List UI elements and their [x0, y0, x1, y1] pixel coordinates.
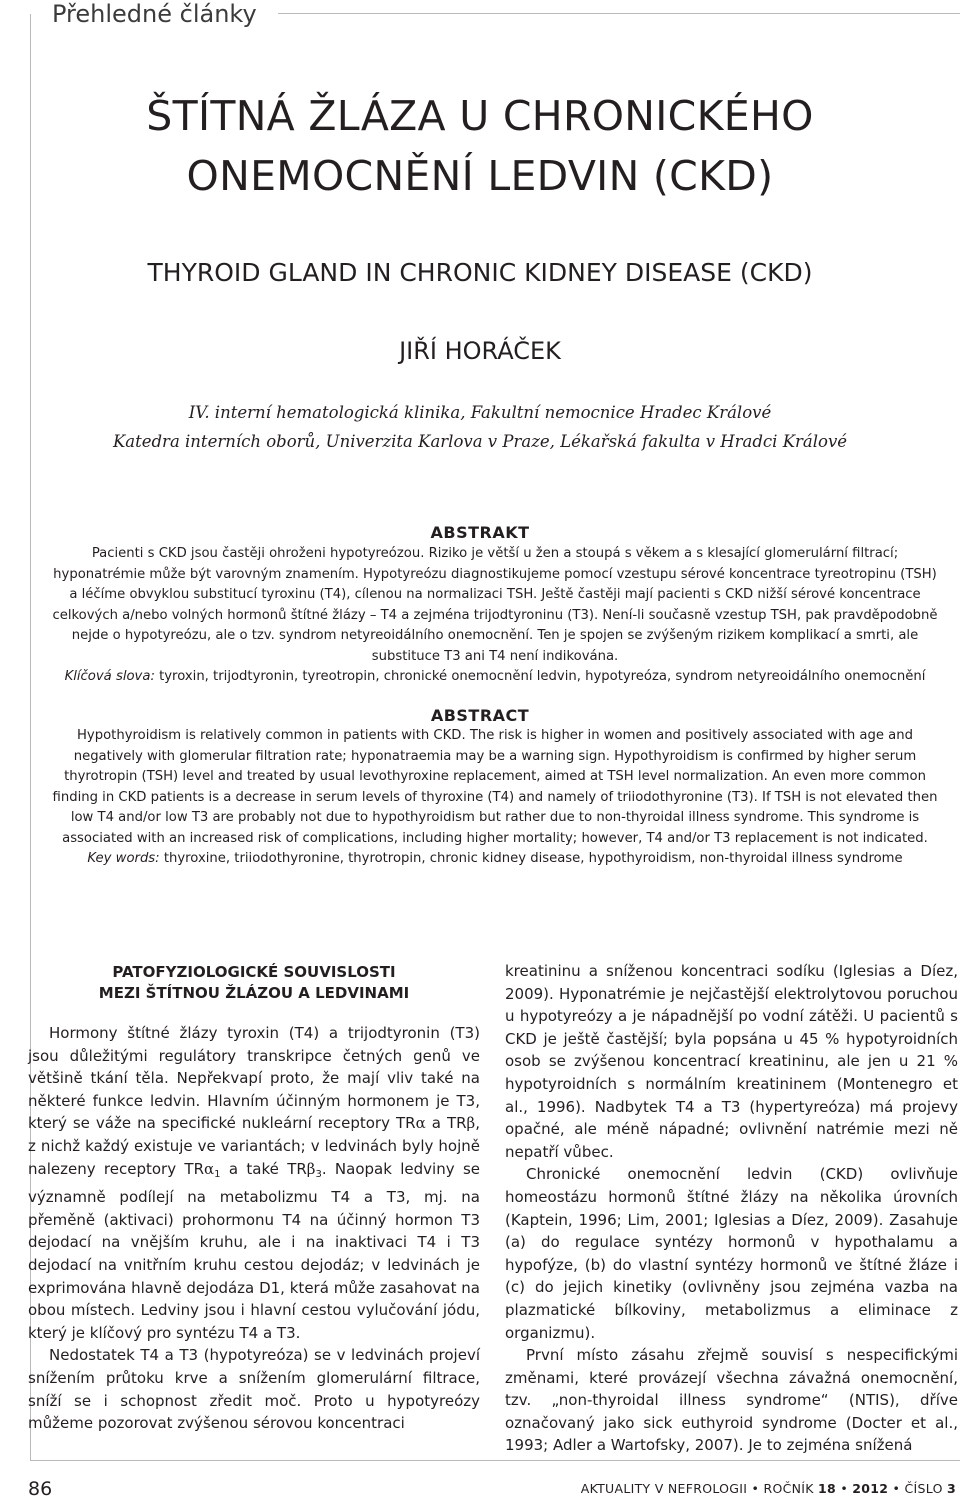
- abstrakt-line: hyponatrémie může být varovným znamením. Hypotyreózu diagnostikujeme pomocí vzestupu sérové koncentrace tyreotropinu (TSH): [53, 566, 937, 582]
- abstrakt-line: celkových a/nebo volných hormonů štítné žlázy – T4 a zejména trijodtyroninu (T3). Není-li současně vzestup TSH, pak pravděpodobně: [52, 607, 938, 623]
- journal-footer: [581, 1481, 956, 1496]
- journal-name: AKTUALITY V NEFROLOGII: [580, 1481, 748, 1496]
- paragraph: kreatininu a sníženou koncentraci sodíku (Iglesias a Díez, 2009). Hyponatrémie je nejčastější elektrolytovou poruchou u hypotyreózy a je nápadnější po vodní zátěži. U pacientů s CKD je ještě častější; byla popsána u 45 % hypotyroidních osob se zvýšenou koncentrací kreatininu, ale jen u 21 % hypotyroidních s normálním kreatininem (Montenegro et al., 1996). Nadbytek T4 a T3 (hypertyreóza) má projevy opačné, ale méně nápadné; ovlivnění natrémie mezi ně nepatří vůbec.: [505, 962, 958, 1161]
- author: JIŘÍ HORÁČEK: [399, 337, 561, 365]
- paragraph: Nedostatek T4 a T3 (hypotyreóza) se v ledvinách projeví snížením průtoku krve a snížením glomerulární filtrace, sníží se i schopnost zředit moč. Proto u hypotyreózy můžeme pozorovat zvýšenou sérovou koncentraci: [28, 1346, 480, 1433]
- issue-label: ČÍSLO: [904, 1481, 947, 1496]
- keywords-label: Klíčová slova:: [64, 669, 155, 684]
- paragraph: První místo zásahu zřejmě souvisí s nespecifickými změnami, které provázejí všechna závažná onemocnění, tzv. „non-thyroidal illness syndrome“ (NTIS), dříve označovaný jako sick euthyroid syndrome (Docter et al., 1993; Adler a Wartofsky, 2007). Je to zejména snížená: [505, 1346, 958, 1455]
- abstrakt-body: [36, 544, 954, 688]
- section-label: [52, 0, 274, 32]
- separator: •: [747, 1481, 764, 1496]
- text-run: , z nichž každý existuje ve variantách; v ledvinách byly hojně nalezeny receptory TR: [28, 1114, 480, 1178]
- affiliation-line-2: Katedra interních oborů, Univerzita Karlova v Praze, Lékařská fakulta v Hradci Králové: [112, 432, 848, 451]
- english-title: THYROID GLAND IN CHRONIC KIDNEY DISEASE (CKD): [147, 258, 813, 287]
- abstract-line: associated with an increased risk of complications, including higher mortality; however, T4 and/or T3 replacement is not indicated.: [62, 830, 928, 846]
- alpha-symbol: α: [204, 1159, 215, 1178]
- affiliation-line-1: IV. interní hematologická klinika, Fakultní nemocnice Hradec Králové: [188, 403, 772, 422]
- keywords-text: thyroxine, triiodothyronine, thyrotropin, chronic kidney disease, hypothyroidism, non-thyroidal illness syndrome: [159, 851, 903, 866]
- abstrakt-line: nejde o hypotyreózu, ale o tzv. syndrom netyreoidálního onemocnění. Ten je spojen se zvýšeným rizikem komplikací a smrti, ale: [71, 628, 919, 643]
- section-heading-line-1: PATOFYZIOLOGICKÉ SOUVISLOSTI: [112, 963, 396, 981]
- alpha-symbol: α: [415, 1114, 426, 1133]
- right-column: [505, 960, 958, 1457]
- paragraph: Chronické onemocnění ledvin (CKD) ovlivňuje homeostázu hormonů štítné žlázy na několika úrovních (Kaptein, 1996; Lim, 2001; Iglesias a Díez, 2009). Zasahuje (a) do regulace syntézy hormonů v hypothalamu a hypofýze, (b) do vlastní syntézy hormonů ve štítné žláze i (c) do jejich kinetiky (ovlivněny jsou zejména vazba na plazmatické bílkoviny, metabolizmus a eliminace z organizmu).: [505, 1165, 958, 1342]
- abstrakt-keywords: [36, 667, 954, 688]
- abstract-line: thyrotropin (TSH) level and treated by usual levothyroxine replacement, aimed at TSH level normalization. An even more common: [64, 769, 926, 784]
- year: 2012: [852, 1481, 889, 1496]
- section-heading: [28, 962, 480, 1004]
- subscript: 1: [214, 1168, 221, 1180]
- subscript: 3: [315, 1168, 322, 1180]
- abstract-line: low T4 and/or low T3 are probably not due to hypothyroidism but rather due to non-thyroidal illness syndrome. This syndrome is: [70, 810, 920, 825]
- text-run: a TR: [425, 1114, 467, 1133]
- abstrakt-line: a léčíme obvyklou substitucí tyroxinu (T4), cílenou na normalizaci TSH. Ještě častěji mají pacienti s CKD nižší sérové koncentrace: [69, 587, 921, 602]
- abstract-keywords: [36, 849, 954, 870]
- title-line-2: ONEMOCNĚNÍ LEDVIN (CKD): [186, 152, 774, 200]
- beta-symbol: β: [466, 1114, 476, 1133]
- paragraph: [28, 1022, 480, 1344]
- keywords-text: tyroxin, trijodtyronin, tyreotropin, chronické onemocnění ledvin, hypotyreóza, syndrom netyreoidálního onemocnění: [154, 669, 926, 684]
- text-run: a také TR: [220, 1159, 307, 1178]
- abstract-line: negatively with glomerular filtration rate; hyponatraemia may be a warning sign. Hypothyroidism is confirmed by higher serum: [73, 748, 917, 764]
- volume-number: 18: [818, 1481, 837, 1496]
- issue-number: 3: [947, 1481, 956, 1496]
- abstrakt-line: substituce T3 ani T4 není indikována.: [371, 648, 619, 664]
- section-heading-line-2: MEZI ŠTÍTNOU ŽLÁZOU A LEDVINAMI: [98, 984, 410, 1002]
- abstrakt-line: Pacienti s CKD jsou častěji ohroženi hypotyreózou. Riziko je větší u žen a stoupá s věkem a s klesající glomerulární filtrací;: [91, 546, 899, 561]
- text-run: . Naopak ledviny se významně podílejí na metabolizmu T4 a T3, mj. na přeměně (aktivaci) prohormonu T4 na účinný hormon T3 dejodací na vnějším kruhu, ale i na inaktivaci T4 i T3 dejodací na vnitřním kruhu cestou dejodáz; v ledvinách je exprimována hlavně dejodáza D1, která může zasahovat na obou místech. Ledviny jsou i hlavní cestou vylučování jódu, který je klíčový pro syntézu T4 a T3.: [28, 1159, 480, 1342]
- separator: •: [836, 1481, 853, 1496]
- abstract-line: Hypothyroidism is relatively common in patients with CKD. The risk is higher in women and positively associated with age and: [77, 728, 913, 743]
- section-label-text: Přehledné články: [52, 0, 257, 28]
- left-column: [28, 958, 480, 1435]
- abstrakt-heading: ABSTRAKT: [430, 523, 530, 542]
- title-line-1: ŠTÍTNÁ ŽLÁZA U CHRONICKÉHO: [146, 92, 814, 140]
- keywords-label: Key words:: [87, 851, 160, 866]
- abstract-body: [36, 726, 954, 870]
- text-run: Hormony štítné žlázy tyroxin (T4) a trijodtyronin (T3) jsou důležitými regulátory transkripce četných genů ve většině tkání těla. Nepřekvapí proto, že mají vliv také na některé funkce ledvin. Hlavním účinným hormonem je T3, který se váže na specifické nukleární receptory TR: [28, 1024, 480, 1133]
- abstract-line: finding in CKD patients is a decrease in serum levels of thyroxine (T4) and namely of triiodothyronine (T3). If TSH is not elevated then: [52, 789, 938, 805]
- abstract-heading: ABSTRACT: [430, 706, 530, 725]
- beta-symbol: β: [306, 1159, 316, 1178]
- volume-label: ROČNÍK: [763, 1481, 819, 1496]
- header-rule: [278, 13, 960, 14]
- page-number: 86: [28, 1478, 53, 1500]
- separator: •: [888, 1481, 905, 1496]
